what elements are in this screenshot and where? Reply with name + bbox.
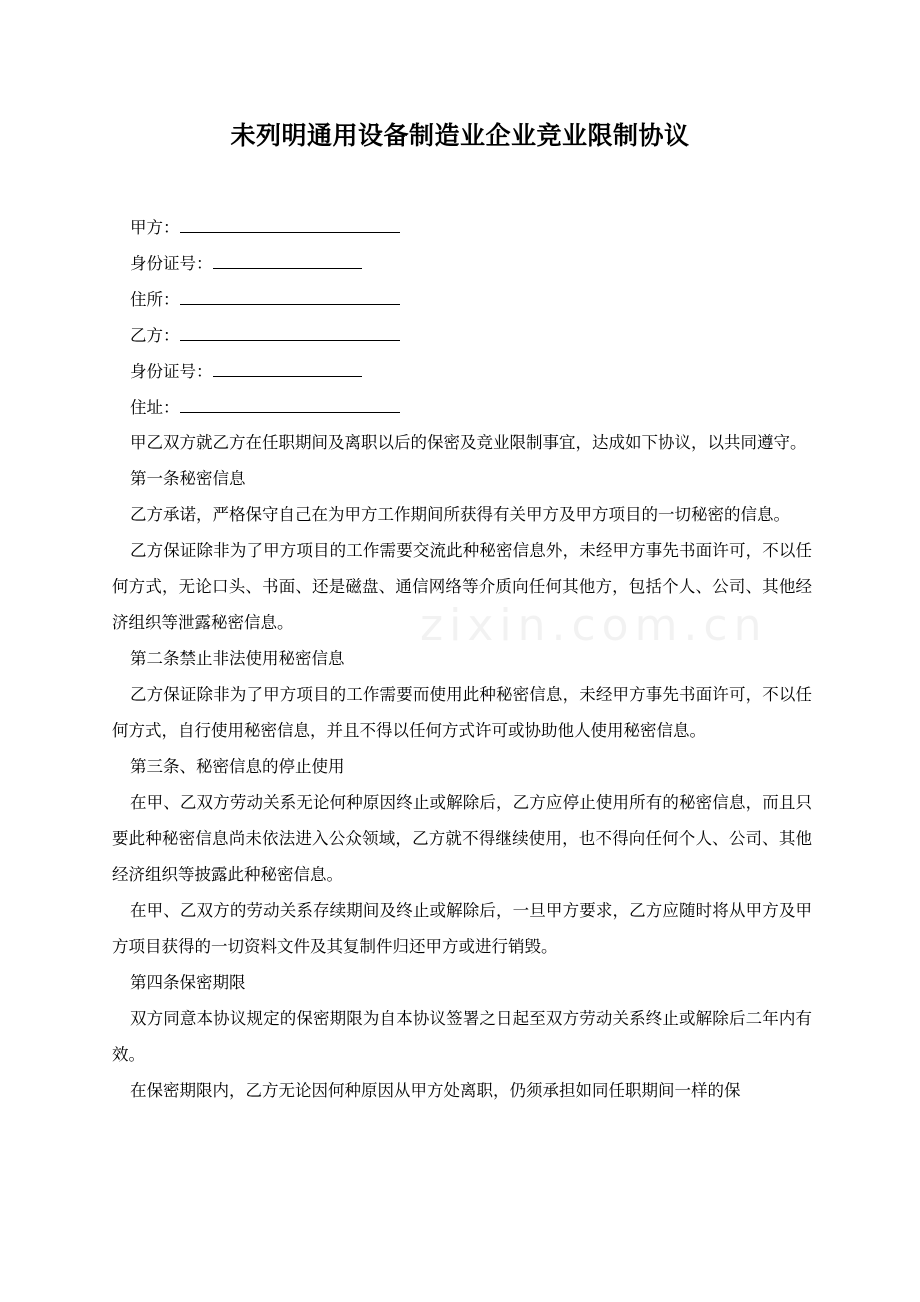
party-a-id-blank — [213, 250, 362, 269]
article-4-paragraph: 在保密期限内，乙方无论因何种原因从甲方处离职，仍须承担如同任职期间一样的保 — [130, 1081, 741, 1100]
party-b-address-label: 住址： — [130, 398, 180, 417]
party-b-blank — [180, 322, 400, 341]
party-b-id-label: 身份证号： — [130, 362, 213, 381]
party-a-address-field — [130, 286, 400, 312]
party-b-id-blank — [213, 358, 362, 377]
party-a-label: 甲方： — [130, 218, 180, 237]
party-a-address-label: 住所： — [130, 290, 180, 309]
party-b-address-field — [130, 394, 400, 420]
article-4-paragraph: 双方同意本协议规定的保密期限为自本协议签署之日起至双方劳动关系终止或解除后二年内有效。 — [112, 1009, 812, 1064]
party-a-id-field — [130, 250, 362, 276]
article-3-paragraph: 在甲、乙双方的劳动关系存续期间及终止或解除后，一旦甲方要求，乙方应随时将从甲方及甲方项目获得的一切资料文件及其复制件归还甲方或进行销毁。 — [112, 901, 812, 956]
party-b-id-field — [130, 358, 362, 384]
party-b-address-blank — [180, 394, 400, 413]
party-a-field — [130, 214, 400, 240]
party-a-id-label: 身份证号： — [130, 254, 213, 273]
watermark: zixin.com.cn — [420, 600, 768, 651]
party-a-blank — [180, 214, 400, 233]
agreement-body — [112, 425, 812, 1109]
party-b-label: 乙方： — [130, 326, 180, 345]
article-1-heading: 第一条秘密信息 — [130, 469, 246, 488]
party-a-address-blank — [180, 286, 400, 305]
article-2-heading: 第二条禁止非法使用秘密信息 — [130, 649, 345, 668]
intro-paragraph: 甲乙双方就乙方在任职期间及离职以后的保密及竞业限制事宜，达成如下协议，以共同遵守。 — [130, 433, 807, 452]
article-1-paragraph: 乙方承诺，严格保守自己在为甲方工作期间所获得有关甲方及甲方项目的一切秘密的信息。 — [130, 505, 790, 524]
article-3-paragraph: 在甲、乙双方劳动关系无论何种原因终止或解除后，乙方应停止使用所有的秘密信息，而且只要此种秘密信息尚未依法进入公众领域，乙方就不得继续使用，也不得向任何个人、公司、其他经济组织等披露此种秘密信息。 — [112, 793, 812, 884]
document-title: 未列明通用设备制造业企业竞业限制协议 — [230, 121, 690, 150]
article-3-heading: 第三条、秘密信息的停止使用 — [130, 757, 345, 776]
article-1-paragraph: 乙方保证除非为了甲方项目的工作需要交流此种秘密信息外，未经甲方事先书面许可，不以任何方式，无论口头、书面、还是磁盘、通信网络等介质向任何其他方，包括个人、公司、其他经济组织等泄露秘密信息。 — [112, 541, 812, 632]
article-4-heading: 第四条保密期限 — [130, 973, 246, 992]
party-b-field — [130, 322, 400, 348]
article-2-paragraph: 乙方保证除非为了甲方项目的工作需要而使用此种秘密信息，未经甲方事先书面许可，不以任何方式，自行使用秘密信息，并且不得以任何方式许可或协助他人使用秘密信息。 — [112, 685, 812, 740]
